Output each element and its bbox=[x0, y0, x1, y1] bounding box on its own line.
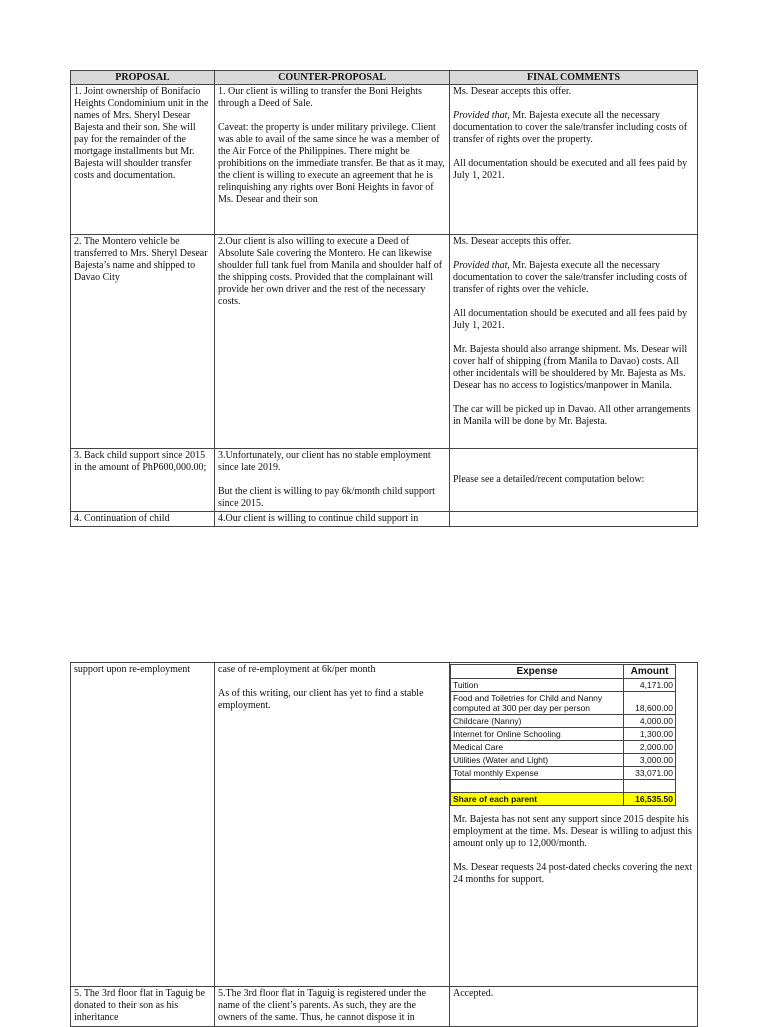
amount-header: Amount bbox=[624, 665, 676, 679]
proposal-text: 4. Continuation of child bbox=[74, 513, 170, 524]
proposal-cell bbox=[71, 85, 215, 235]
expense-table bbox=[450, 664, 676, 806]
proposal-cell bbox=[71, 449, 215, 512]
expense-header-row bbox=[451, 665, 676, 679]
final-text bbox=[453, 260, 694, 296]
provided-that: Provided that bbox=[453, 110, 508, 121]
expense-row bbox=[451, 728, 676, 741]
proposal-table-page2 bbox=[70, 662, 698, 1027]
share-row bbox=[451, 793, 676, 806]
final-text: Ms. Desear accepts this offer. bbox=[453, 236, 572, 247]
expense-row bbox=[451, 741, 676, 754]
header-proposal: PROPOSAL bbox=[71, 71, 215, 85]
table-header-row bbox=[71, 71, 698, 85]
final-cell bbox=[450, 663, 698, 987]
table-row bbox=[71, 85, 698, 235]
final-text: Mr. Bajesta should also arrange shipment. Ms. Desear will cover half of shipping (from Manila to Davao) costs. All other incidentals will be shouldered by Mr. Bajesta as Ms. Desear has no access to logistics/manpower in Manila. bbox=[453, 344, 688, 391]
proposal-table-page1 bbox=[70, 70, 698, 527]
expense-row bbox=[451, 692, 676, 715]
blank-cell bbox=[451, 780, 624, 793]
table-row bbox=[71, 663, 698, 987]
final-text: The car will be picked up in Davao. All other arrangements in Manila will be done by Mr. Bajesta. bbox=[453, 404, 691, 427]
share-amount: 16,535.50 bbox=[624, 793, 676, 806]
header-final-comments: FINAL COMMENTS bbox=[450, 71, 698, 85]
header-counter-proposal: COUNTER-PROPOSAL bbox=[215, 71, 450, 85]
expense-label: Food and Toiletries for Child and Nanny computed at 300 per day per person bbox=[451, 692, 624, 715]
expense-label: Internet for Online Schooling bbox=[451, 728, 624, 741]
final-text: Please see a detailed/recent computation below: bbox=[453, 474, 645, 485]
final-text bbox=[453, 110, 694, 146]
proposal-text: support upon re-employment bbox=[74, 664, 191, 675]
expense-label: Total monthly Expense bbox=[451, 767, 624, 780]
expense-amount: 1,300.00 bbox=[624, 728, 676, 741]
blank-cell bbox=[624, 780, 676, 793]
proposal-text: 1. Joint ownership of Bonifacio Heights Condominium unit in the names of Mrs. Sheryl Desear Bajesta and their son. She will pay for the remainder of the mortgage installments but Mr. Bajesta will shoulder transfer costs and documentation. bbox=[74, 86, 209, 181]
expense-label: Tuition bbox=[451, 679, 624, 692]
counter-text: 2.Our client is also willing to execute a Deed of Absolute Sale covering the Montero. He can likewise shoulder full tank fuel from Manila and shoulder half of the shipping costs. Provided that the complainant will provide her own driver and the rest of the necessary costs. bbox=[218, 236, 443, 307]
final-cell bbox=[450, 85, 698, 235]
expense-label: Medical Care bbox=[451, 741, 624, 754]
proposal-text: 3. Back child support since 2015 in the amount of PhP600,000.00; bbox=[74, 450, 207, 473]
expense-row bbox=[451, 715, 676, 728]
provided-that: Provided that bbox=[453, 260, 508, 271]
expense-label: Utilities (Water and Light) bbox=[451, 754, 624, 767]
expense-label: Childcare (Nanny) bbox=[451, 715, 624, 728]
proposal-cell bbox=[71, 987, 215, 1027]
final-cell bbox=[450, 987, 698, 1027]
expense-amount: 2,000.00 bbox=[624, 741, 676, 754]
expense-body bbox=[451, 679, 676, 780]
expense-header: Expense bbox=[451, 665, 624, 679]
counter-cell bbox=[215, 235, 450, 449]
final-cell bbox=[450, 449, 698, 512]
counter-cell bbox=[215, 512, 450, 527]
final-text: Mr. Bajesta has not sent any support since 2015 despite his employment at the time. Ms. Desear is willing to adjust this amount only up to 12,000/month. bbox=[453, 814, 692, 849]
final-text: Ms. Desear accepts this offer. bbox=[453, 86, 572, 97]
table-row bbox=[71, 235, 698, 449]
share-label: Share of each parent bbox=[451, 793, 624, 806]
final-text: All documentation should be executed and all fees paid by July 1, 2021. bbox=[453, 158, 688, 181]
final-text-rest: , Mr. Bajesta execute all the necessary documentation to cover the sale/transfer including costs of transfer of rights over the vehicle. bbox=[453, 260, 688, 295]
expense-row bbox=[451, 679, 676, 692]
counter-text: Caveat: the property is under military privilege. Client was able to avail of the same since he was a member of the Air Force of the Philippines. There might be prohibitions on the immediate transfer. Be that as it may, the client is willing to execute an agreement that he is relinquishing any rights over Boni Heights in favor of Ms. Desear and their son bbox=[218, 122, 445, 205]
expense-blank-row bbox=[451, 780, 676, 793]
counter-text: case of re-employment at 6k/per month bbox=[218, 664, 376, 675]
proposal-cell bbox=[71, 512, 215, 527]
counter-text: 1. Our client is willing to transfer the Boni Heights through a Deed of Sale. bbox=[218, 86, 422, 109]
expense-amount: 18,600.00 bbox=[624, 692, 676, 715]
proposal-text: 2. The Montero vehicle be transferred to Mrs. Sheryl Desear Bajesta’s name and shipped to Davao City bbox=[74, 236, 208, 283]
table-row bbox=[71, 512, 698, 527]
final-text-rest: , Mr. Bajesta execute all the necessary documentation to cover the sale/transfer including costs of transfer of rights over the property. bbox=[453, 110, 688, 145]
counter-text: 3.Unfortunately, our client has no stable employment since late 2019. bbox=[218, 450, 431, 473]
expense-row bbox=[451, 754, 676, 767]
table-row bbox=[71, 449, 698, 512]
final-cell bbox=[450, 235, 698, 449]
counter-text: 5.The 3rd floor flat in Taguig is registered under the name of the client’s parents. As such, they are the owners of the same. Thus, he cannot dispose it in bbox=[218, 988, 426, 1023]
counter-text: But the client is willing to pay 6k/month child support since 2015. bbox=[218, 486, 435, 509]
counter-text: As of this writing, our client has yet to find a stable employment. bbox=[218, 688, 424, 711]
final-cell bbox=[450, 512, 698, 527]
counter-cell bbox=[215, 85, 450, 235]
proposal-cell bbox=[71, 663, 215, 987]
expense-amount: 33,071.00 bbox=[624, 767, 676, 780]
expense-row bbox=[451, 767, 676, 780]
proposal-text: 5. The 3rd floor flat in Taguig be donated to their son as his inheritance bbox=[74, 988, 206, 1023]
counter-cell bbox=[215, 987, 450, 1027]
final-text: Ms. Desear requests 24 post-dated checks covering the next 24 months for support. bbox=[453, 862, 693, 885]
counter-cell bbox=[215, 449, 450, 512]
final-text: All documentation should be executed and all fees paid by July 1, 2021. bbox=[453, 308, 688, 331]
final-text: Accepted. bbox=[453, 988, 494, 999]
table-row bbox=[71, 987, 698, 1027]
counter-text: 4.Our client is willing to continue child support in bbox=[218, 513, 419, 524]
expense-amount: 4,171.00 bbox=[624, 679, 676, 692]
expense-amount: 3,000.00 bbox=[624, 754, 676, 767]
expense-amount: 4,000.00 bbox=[624, 715, 676, 728]
proposal-cell bbox=[71, 235, 215, 449]
counter-cell bbox=[215, 663, 450, 987]
